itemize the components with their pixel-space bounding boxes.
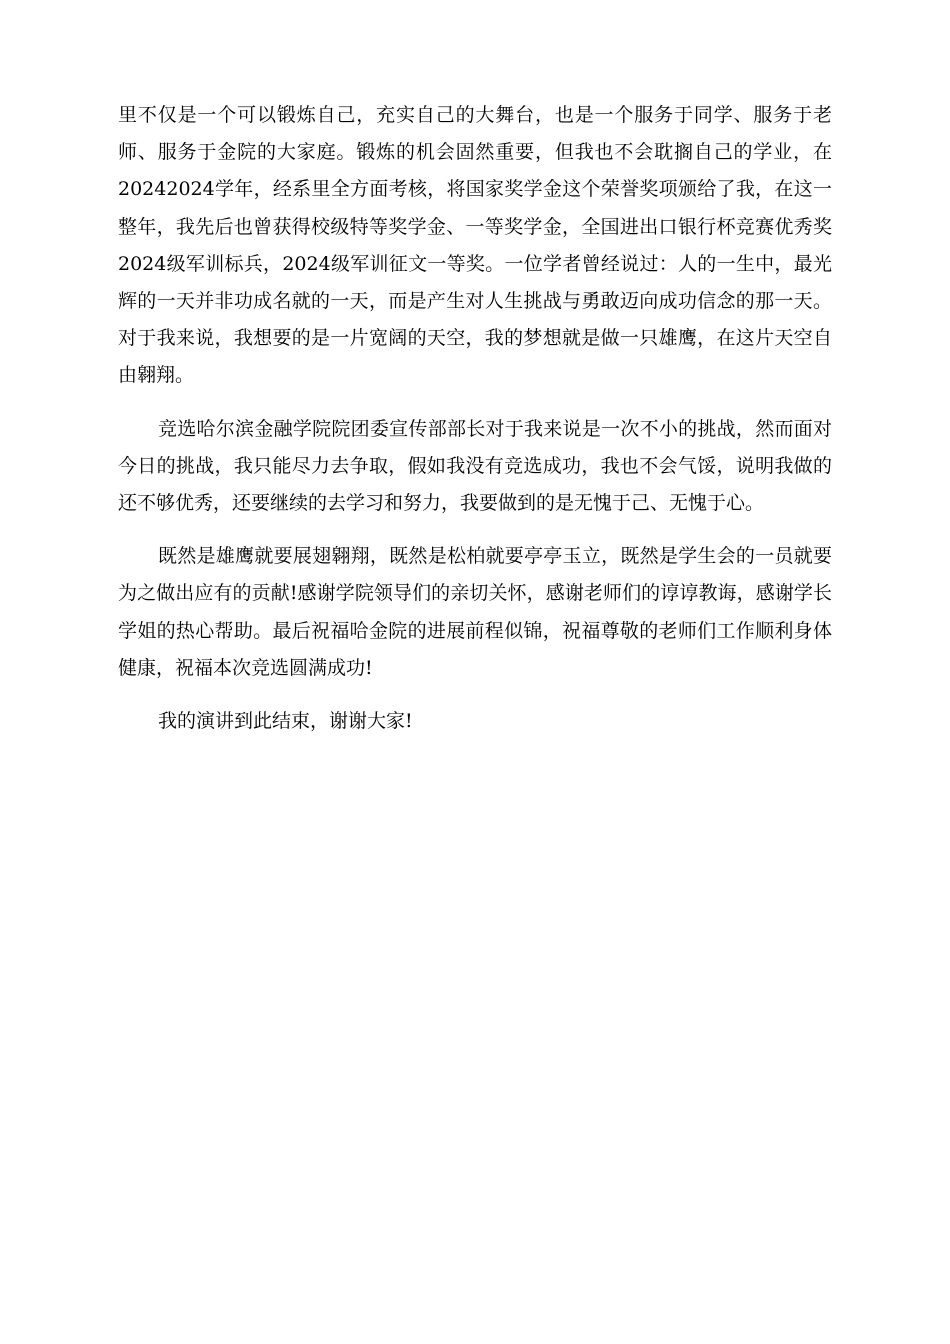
paragraph-thanks: 既然是雄鹰就要展翅翱翔，既然是松柏就要亭亭玉立，既然是学生会的一员就要为之做出应有的贡献!感谢学院领导们的亲切关怀，感谢老师们的谆谆教诲，感谢学长学姐的热心帮助。最后祝福哈金院的进展前程似锦，祝福尊敬的老师们工作顺利身体健康，祝福本次竞选圆满成功! bbox=[118, 545, 832, 679]
paragraph-closing: 我的演讲到此结束，谢谢大家! bbox=[158, 710, 413, 733]
document-page bbox=[118, 97, 832, 740]
paragraph-campaign: 竞选哈尔滨金融学院院团委宣传部部长对于我来说是一次不小的挑战，然而面对今日的挑战，我只能尽力去争取，假如我没有竞选成功，我也不会气馁，说明我做的还不够优秀，还要继续的去学习和努力，我要做到的是无愧于己、无愧于心。 bbox=[118, 417, 832, 515]
paragraph-continuation: 里不仅是一个可以锻炼自己，充实自己的大舞台，也是一个服务于同学、服务于老师、服务于金院的大家庭。锻炼的机会固然重要，但我也不会耽搁自己的学业，在20242024学年，经系里全方面考核，将国家奖学金这个荣誉奖项颁给了我，在这一整年，我先后也曾获得校级特等奖学金、一等奖学金，全国进出口银行杯竞赛优秀奖2024级军训标兵，2024级军训征文一等奖。一位学者曾经说过：人的一生中，最光辉的一天并非功成名就的一天，而是产生对人生挑战与勇敢迈向成功信念的那一天。对于我来说，我想要的是一片宽阔的天空，我的梦想就是做一只雄鹰，在这片天空自由翱翔。 bbox=[118, 104, 832, 387]
